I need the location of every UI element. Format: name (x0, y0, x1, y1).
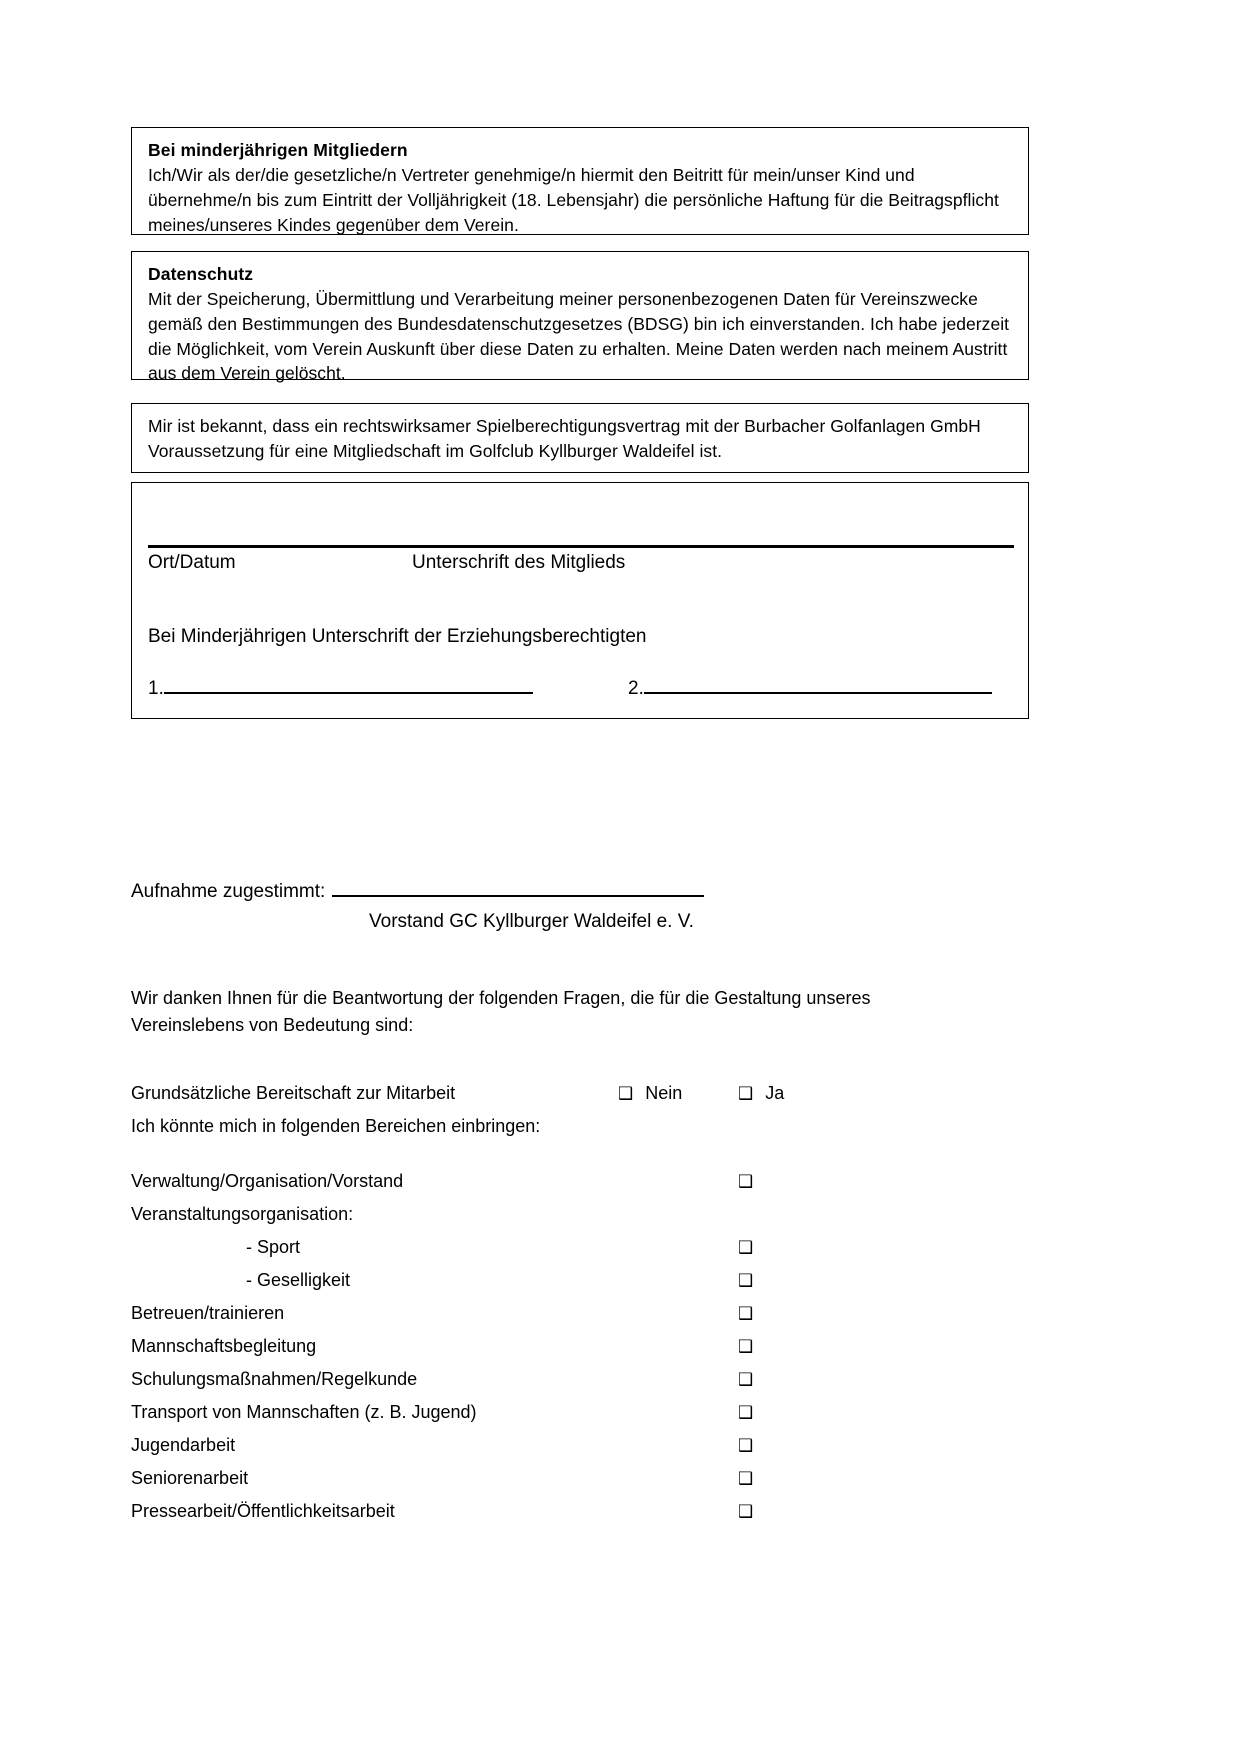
guardian-signature-slot-1 (148, 677, 628, 702)
questionnaire-section (131, 1077, 921, 1528)
approval-caption: Vorstand GC Kyllburger Waldeifel e. V. (369, 910, 694, 932)
area-checkbox[interactable] (738, 1363, 753, 1397)
checkbox-icon: ❑ (738, 1172, 754, 1192)
approval-row (131, 880, 891, 905)
area-label: Mannschaftsbegleitung (131, 1336, 317, 1356)
signature-box (131, 482, 1029, 719)
signature-labels-row (148, 551, 1014, 576)
questionnaire-row-area (131, 1495, 921, 1528)
area-checkbox[interactable] (738, 1264, 753, 1298)
guardian-2-blank-line[interactable] (644, 677, 992, 694)
questionnaire-row-area (131, 1231, 921, 1264)
clause-paragraph: Ich/Wir als der/die gesetzliche/n Vertreter genehmige/n hiermit den Beitritt für mein/unser Kind und übernehme/n bis zum Eintritt der Volljährigkeit (18. Lebensjahr) die persönliche Haftung für die Beitragspflicht meines/unseres Kindes gegenüber dem Verein. (148, 164, 999, 235)
clause-box-minor-members (131, 127, 1029, 235)
guardian-signature-slot-2 (628, 677, 998, 702)
intro-line-1: Wir danken Ihnen für die Beantwortung der folgenden Fragen, die für die Gestaltung unseres (131, 988, 871, 1008)
approval-blank-line[interactable] (332, 880, 704, 897)
checkbox-icon: ❑ (738, 1436, 754, 1456)
questionnaire-row-area (131, 1264, 921, 1297)
area-checkbox[interactable] (738, 1330, 753, 1364)
member-signature-label: Unterschrift des Mitglieds (412, 552, 626, 573)
clause-text-playing-rights-contract (148, 414, 1014, 464)
area-label: Schulungsmaßnahmen/Regelkunde (131, 1369, 418, 1389)
clause-box-playing-rights-contract (131, 403, 1029, 473)
area-label: Veranstaltungsorganisation: (131, 1204, 354, 1224)
clause-inner (132, 252, 1028, 396)
area-checkbox[interactable] (738, 1462, 753, 1496)
clause-paragraph: Mit der Speicherung, Übermittlung und Verarbeitung meiner personenbezogenen Daten für Vereinszwecke gemäß den Bestimmungen des Bundesdatenschutzgesetzes (BDSG) bin ich einverstanden. Ich habe jederzeit die Möglichkeit, vom Verein Auskunft über diese Daten zu erhalten. Meine Daten werden nach meinem Austritt aus dem Verein gelöscht. (148, 288, 1010, 384)
willingness-label: Grundsätzliche Bereitschaft zur Mitarbeit (131, 1083, 456, 1103)
checkbox-icon: ❑ (738, 1337, 754, 1357)
area-checkbox[interactable] (738, 1297, 753, 1331)
approval-section (131, 880, 891, 934)
questionnaire-row-area (131, 1363, 921, 1396)
questionnaire-row-area (131, 1429, 921, 1462)
approval-label: Aufnahme zugestimmt: (131, 881, 326, 902)
area-label: - Geselligkeit (246, 1270, 351, 1290)
checkbox-label-yes: Ja (765, 1083, 785, 1103)
place-date-label: Ort/Datum (148, 552, 236, 573)
questionnaire-row-area (131, 1330, 921, 1363)
guardian-1-number: 1. (148, 678, 164, 699)
clause-inner (132, 404, 1028, 474)
area-label: Betreuen/trainieren (131, 1303, 285, 1323)
area-label: Verwaltung/Organisation/Vorstand (131, 1171, 404, 1191)
intro-line-2: Vereinslebens von Bedeutung sind: (131, 1014, 414, 1035)
area-label: Jugendarbeit (131, 1435, 236, 1455)
questionnaire-row-willingness (131, 1077, 921, 1110)
questionnaire-intro (131, 985, 921, 1038)
checkbox-icon: ❑ (738, 1271, 754, 1291)
questionnaire-row-area (131, 1198, 921, 1231)
area-checkbox[interactable] (738, 1429, 753, 1463)
area-label: - Sport (246, 1237, 301, 1257)
questionnaire-row-area (131, 1462, 921, 1495)
clause-title-data-protection: Datenschutz (148, 264, 254, 284)
checkbox-label-no: Nein (645, 1083, 683, 1103)
area-label: Seniorenarbeit (131, 1468, 249, 1488)
area-checkbox[interactable] (738, 1396, 753, 1430)
checkbox-icon: ❑ (738, 1469, 754, 1489)
spacer (131, 1143, 921, 1165)
area-checkbox[interactable] (738, 1231, 753, 1265)
area-checkbox[interactable] (738, 1495, 753, 1529)
questionnaire-row-areas-intro (131, 1110, 921, 1143)
clause-text-minor-members (148, 163, 1014, 238)
clause-box-data-protection (131, 251, 1029, 384)
checkbox-icon: ❑ (738, 1370, 754, 1390)
signature-rule-line[interactable] (148, 545, 1014, 548)
area-label: Pressearbeit/Öffentlichkeitsarbeit (131, 1501, 395, 1521)
areas-intro-label: Ich könnte mich in folgenden Bereichen einbringen: (131, 1116, 541, 1136)
guardian-1-blank-line[interactable] (164, 677, 533, 694)
checkbox-icon: ❑ (738, 1502, 754, 1522)
guardian-2-number: 2. (628, 678, 644, 699)
checkbox-icon: ❑ (738, 1238, 754, 1258)
questionnaire-row-area (131, 1165, 921, 1198)
checkbox-icon: ❑ (618, 1084, 634, 1104)
clause-inner (132, 128, 1028, 247)
checkbox-option-no[interactable] (618, 1077, 682, 1111)
clause-paragraph: Mir ist bekannt, dass ein rechtswirksamer Spielberechtigungsvertrag mit der Burbacher Golfanlagen GmbH Voraussetzung für eine Mitgliedschaft im Golfclub Kyllburger Waldeifel ist. (148, 416, 981, 461)
area-checkbox[interactable] (738, 1165, 753, 1199)
questionnaire-row-area (131, 1396, 921, 1429)
checkbox-icon: ❑ (738, 1084, 754, 1104)
checkbox-icon: ❑ (738, 1403, 754, 1423)
guardian-signature-lines (148, 677, 1014, 702)
clause-title-minor-members: Bei minderjährigen Mitgliedern (148, 140, 408, 160)
checkbox-option-yes[interactable] (738, 1077, 784, 1111)
checkbox-icon: ❑ (738, 1304, 754, 1324)
clause-text-data-protection (148, 287, 1014, 386)
guardian-signature-heading: Bei Minderjährigen Unterschrift der Erziehungsberechtigten (148, 626, 647, 647)
area-label: Transport von Mannschaften (z. B. Jugend) (131, 1402, 477, 1422)
questionnaire-row-area (131, 1297, 921, 1330)
